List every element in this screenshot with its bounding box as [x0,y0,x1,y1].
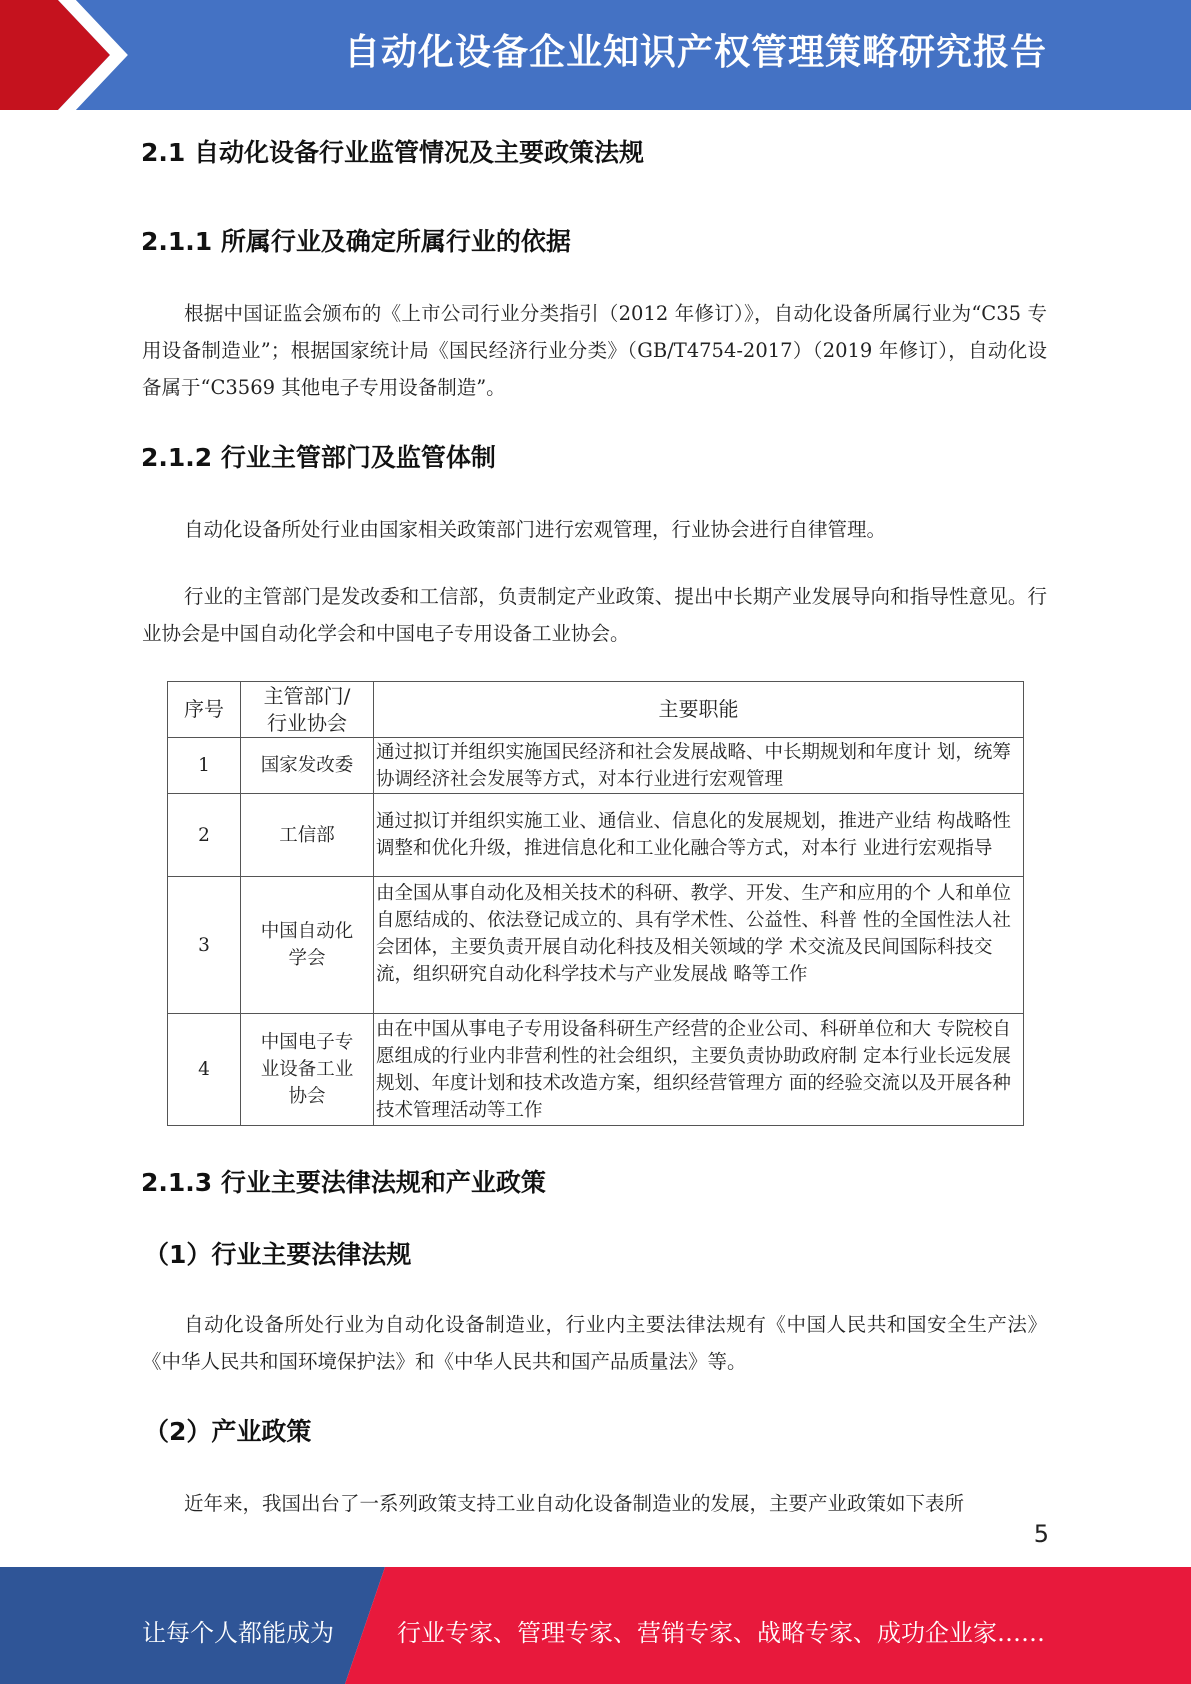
table-header-number: 序号 [168,682,241,738]
header-band [0,0,1191,110]
paragraph-macro-management: 自动化设备所处行业由国家相关政策部门进行宏观管理，行业协会进行自律管理。 [184,518,887,541]
row-duties: 由在中国从事电子专用设备科研生产经营的企业公司、科研单位和大 专院校自愿组成的行业内非营利性的社会组织，主要负责协助政府制 定本行业长远发展规划、年度计划和技术改造方案，组织经营管理方 面的经验交流以及开展各种技术管理活动等工作 [374,1014,1024,1126]
department-line: 协会 [288,1086,326,1107]
paragraph-industry-classification: 根据中国证监会颁布的《上市公司行业分类指引（2012 年修订）》，自动化设备所属行业为“C35 专用设备制造业”；根据国家统计局《国民经济行业分类》（GB/T4754-2017）（2019 年修订），自动化设备属于“C3569 其他电子专用设备制造”。 [142,302,1047,399]
subsection-heading-laws: （1）行业主要法律法规 [144,1240,412,1269]
paragraph-laws: 自动化设备所处行业为自动化设备制造业，行业内主要法律法规有《中国人民共和国安全生产法》《中华人民共和国环境保护法》和《中华人民共和国产品质量法》等。 [142,1313,1047,1373]
row-department [241,794,374,877]
footer-slogan-left: 让每个人都能成为 [142,1619,334,1647]
department-line: 国家发改委 [260,755,354,776]
report-title: 自动化设备企业知识产权管理策略研究报告 [343,32,1047,73]
row-number: 2 [168,794,241,877]
row-department [241,738,374,794]
table-row [168,877,1024,1014]
section-heading-2-1-2: 2.1.2 行业主管部门及监管体制 [141,443,496,472]
paragraph-regulators: 行业的主管部门是发改委和工信部，负责制定产业政策、提出中长期产业发展导向和指导性意见。行业协会是中国自动化学会和中国电子专用设备工业协会。 [142,585,1047,645]
row-duties: 通过拟订并组织实施国民经济和社会发展战略、中长期规划和年度计 划，统筹协调经济社会发展等方式，对本行业进行宏观管理 [374,738,1024,794]
row-number: 4 [168,1014,241,1126]
section-heading-2-1-3: 2.1.3 行业主要法律法规和产业政策 [141,1168,546,1197]
department-line: 学会 [288,948,326,969]
table-row [168,794,1024,877]
table-header-department-line: 行业协会 [267,710,347,735]
department-line: 中国自动化 [260,921,354,942]
row-department [241,1014,374,1126]
table-header-duties: 主要职能 [374,682,1024,738]
regulator-duties-table [167,681,1024,1126]
row-department [241,877,374,1014]
row-duties: 通过拟订并组织实施工业、通信业、信息化的发展规划，推进产业结 构战略性调整和优化升级，推进信息化和工业化融合等方式，对本行 业进行宏观指导 [374,794,1024,877]
table-row [168,1014,1024,1126]
table-header-department [241,682,374,738]
department-line: 业设备工业 [260,1059,354,1080]
row-number: 3 [168,877,241,1014]
row-duties: 由全国从事自动化及相关技术的科研、教学、开发、生产和应用的个 人和单位自愿结成的、依法登记成立的、具有学术性、公益性、科普 性的全国性法人社会团体，主要负责开展自动化科技及相关领域的学 术交流及民间国际科技交流，组织研究自动化科学技术与产业发展战 略等工作 [374,877,1024,1014]
table-header-row [168,682,1024,738]
department-line: 中国电子专 [260,1032,354,1053]
department-line: 工信部 [279,824,335,846]
header-chevron-graphic [0,0,160,110]
table-row [168,738,1024,794]
table-header-department-line: 主管部门/ [263,683,351,708]
section-heading-2-1: 2.1 自动化设备行业监管情况及主要政策法规 [141,138,644,167]
footer-slogan-right: 行业专家、管理专家、营销专家、战略专家、成功企业家…… [397,1619,1045,1647]
page-number: 5 [1033,1520,1049,1548]
row-number: 1 [168,738,241,794]
subsection-heading-policy: （2）产业政策 [144,1417,312,1446]
paragraph-policy: 近年来，我国出台了一系列政策支持工业自动化设备制造业的发展，主要产业政策如下表所 [184,1492,965,1515]
section-heading-2-1-1: 2.1.1 所属行业及确定所属行业的依据 [141,227,571,256]
